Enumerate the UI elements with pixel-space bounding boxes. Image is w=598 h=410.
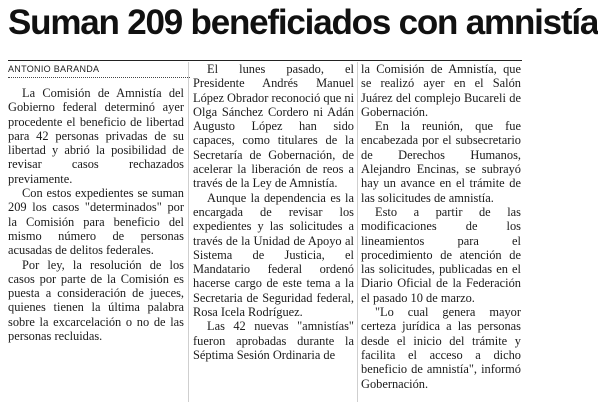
byline-rule (8, 77, 190, 78)
paragraph: En la reunión, que fue encabezada por el subsecretario de Derechos Humanos, Alejandro Encinas, se subrayó hay un avance en el trámite de las solicitudes de amnistía. (361, 119, 521, 205)
paragraph: Con estos expedientes se suman 209 los casos "determinados" por la Comisión para beneficio del mismo número de personas acusadas de delitos federales. (8, 186, 184, 258)
paragraph: La Comisión de Amnistía del Gobierno federal determinó ayer procedente el beneficio de libertad para 42 personas privadas de su libertad y abrió la posibilidad de revisar casos rechazados previamente. (8, 86, 184, 186)
column-divider (357, 62, 358, 402)
headline-rule (8, 60, 522, 61)
paragraph: Aunque la dependencia es la encargada de revisar los expedientes y las solicitudes a través de la Unidad de Apoyo al Sistema de Justicia, el Mandatario federal ordenó hacerse cargo de este tema a la Secretaria de Seguridad federal, Rosa Icela Rodríguez. (193, 190, 354, 320)
paragraph: El lunes pasado, el Presidente Andrés Manuel López Obrador reconoció que ni Olga Sánchez Cordero ni Adán Augusto López han sido capaces, como titulares de la Secretaría de Gobernación, de acelerar la liberación de reos a través de la Ley de Amnistía. (193, 62, 355, 191)
article-headline: Suman 209 beneficiados con amnistía (8, 3, 598, 42)
article-byline: ANTONIO BARANDA (8, 64, 100, 74)
paragraph: Las 42 nuevas "amnistías" fueron aprobadas durante la Séptima Sesión Ordinaria de (193, 319, 354, 362)
column-1 (8, 86, 184, 343)
paragraph: la Comisión de Amnistía, que se realizó ayer en el Salón Juárez del complejo Bucareli de Gobernación. (361, 62, 521, 119)
paragraph: Por ley, la resolución de los casos por parte de la Comisión es puesta a consideración de jueces, quienes tienen la última palabra sobre la excarcelación o no de las personas recluidas. (8, 257, 184, 344)
column-divider (188, 62, 189, 402)
column-3 (361, 62, 521, 391)
paragraph: "Lo cual genera mayor certeza jurídica a las personas desde el inicio del trámite y facilita el acceso a dicho beneficio de amnistía", informó Gobernación. (361, 305, 521, 391)
column-2 (193, 62, 354, 362)
paragraph: Esto a partir de las modificaciones de los lineamientos para el procedimiento de atención de las solicitudes, publicadas en el Diario Oficial de la Federación el pasado 10 de marzo. (361, 204, 521, 305)
